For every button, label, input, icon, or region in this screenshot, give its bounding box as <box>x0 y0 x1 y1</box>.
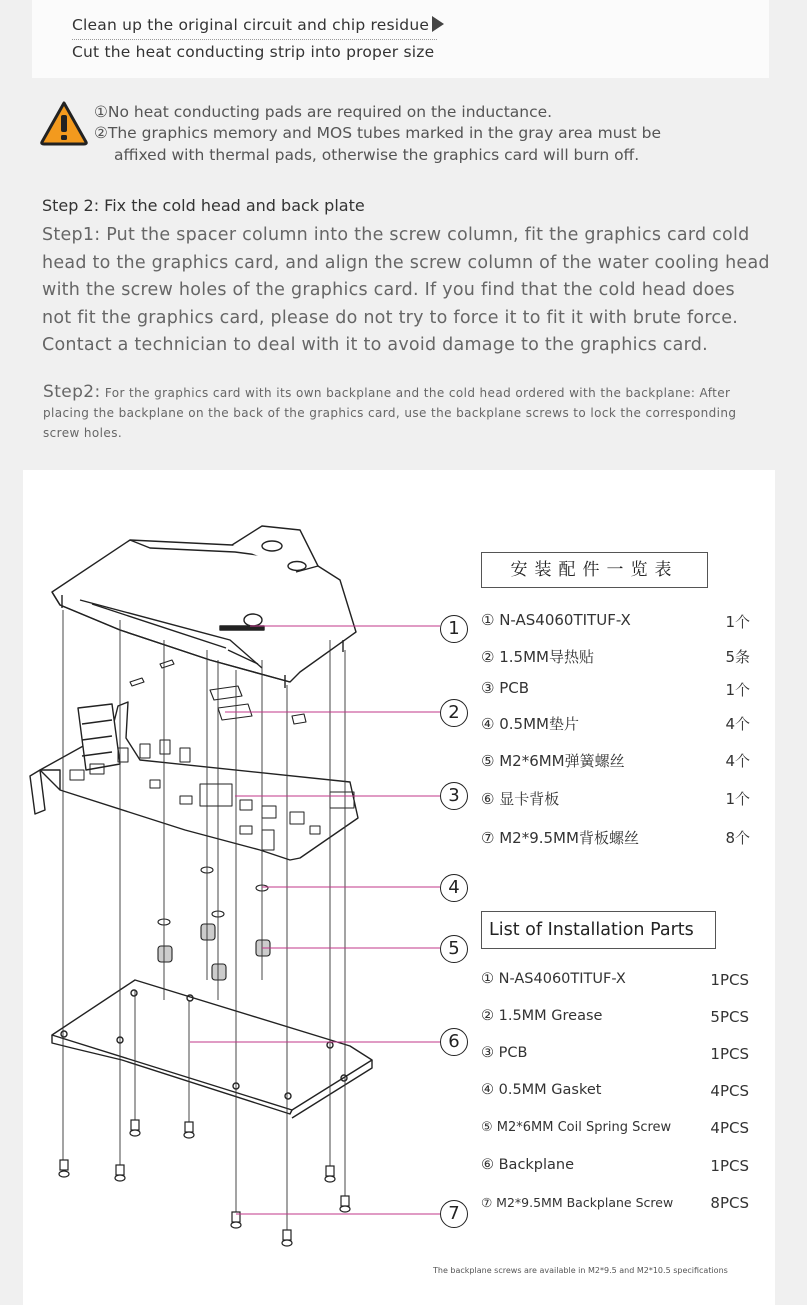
parts-en-item-1: ① N-AS4060TITUF-X <box>481 971 626 987</box>
callout-1: 1 <box>440 615 468 643</box>
callout-4: 4 <box>440 874 468 902</box>
step2-label: Step2: <box>43 382 101 402</box>
backplane-drawing <box>52 980 372 1118</box>
parts-cn-qty-7: 8个 <box>725 829 750 847</box>
instruction-line-1: Clean up the original circuit and chip residue <box>72 16 444 34</box>
warning-line-1: ①No heat conducting pads are required on the inductance. <box>94 103 553 121</box>
spring-screws-drawing <box>158 867 270 980</box>
callout-2: 2 <box>440 699 468 727</box>
parts-cn-qty-3: 1个 <box>725 681 750 699</box>
parts-cn-item-3: ③ PCB <box>481 679 530 697</box>
parts-cn-item-2: ② 1.5MM导热贴 <box>481 648 594 666</box>
cold-head-drawing <box>52 526 356 688</box>
parts-list-title-en: List of Installation Parts <box>481 911 716 949</box>
callout-3: 3 <box>440 782 468 810</box>
parts-list-title-cn: 安装配件一览表 <box>481 552 708 588</box>
callout-5: 5 <box>440 935 468 963</box>
parts-cn-item-1: ① N-AS4060TITUF-X <box>481 611 631 629</box>
parts-en-item-3: ③ PCB <box>481 1045 528 1061</box>
step2-text: For the graphics card with its own backplane and the cold head ordered with the backplane: After placing the backplane on the back of the graphics card, use the backplane screws to lock the corresponding screw holes. <box>43 386 737 440</box>
warning-line-3: affixed with thermal pads, otherwise the graphics card will burn off. <box>114 146 640 164</box>
assembly-guide-lines <box>63 610 345 1230</box>
parts-cn-qty-6: 1个 <box>725 790 750 808</box>
parts-en-qty-2: 5PCS <box>710 1008 749 1026</box>
parts-en-qty-5: 4PCS <box>710 1119 749 1137</box>
callout-6: 6 <box>440 1028 468 1056</box>
warning-triangle-icon <box>40 100 88 146</box>
callout-leader-lines <box>190 626 440 1214</box>
parts-en-qty-4: 4PCS <box>710 1082 749 1100</box>
parts-en-qty-7: 8PCS <box>710 1194 749 1212</box>
backplane-screw-footnote: The backplane screws are available in M2*9.5 and M2*10.5 specifications <box>433 1266 728 1275</box>
parts-en-qty-1: 1PCS <box>710 971 749 989</box>
parts-cn-qty-1: 1个 <box>725 613 750 631</box>
play-arrow-icon <box>432 16 444 32</box>
backplane-screws-drawing <box>59 1120 350 1246</box>
parts-en-item-5: ⑤ M2*6MM Coil Spring Screw <box>481 1120 672 1135</box>
callout-7: 7 <box>440 1200 468 1228</box>
exploded-assembly-diagram <box>0 470 807 1305</box>
pcb-drawing <box>30 702 358 860</box>
parts-en-qty-6: 1PCS <box>710 1157 749 1175</box>
parts-cn-item-4: ④ 0.5MM垫片 <box>481 715 579 733</box>
parts-en-qty-3: 1PCS <box>710 1045 749 1063</box>
parts-cn-item-5: ⑤ M2*6MM弹簧螺丝 <box>481 752 625 770</box>
parts-en-item-6: ⑥ Backplane <box>481 1157 575 1173</box>
parts-cn-qty-5: 4个 <box>725 752 750 770</box>
parts-cn-item-6: ⑥ 显卡背板 <box>481 790 560 808</box>
parts-cn-qty-4: 4个 <box>725 715 750 733</box>
step-paragraph: Step1: Put the spacer column into the screw column, fit the graphics card cold head to the graphics card, and align the screw column of the water cooling head with the screw holes of the graphics card. If you find that the cold head does not fit the graphics card, please do not try to force it to fit it with brute force. Contact a technician to deal with it to avoid damage to the graphics card. <box>42 225 770 356</box>
parts-cn-qty-2: 5条 <box>725 648 750 666</box>
dotted-divider <box>72 39 437 40</box>
parts-en-item-7: ⑦ M2*9.5MM Backplane Screw <box>481 1195 674 1210</box>
step2-note <box>43 382 743 443</box>
parts-cn-item-7: ⑦ M2*9.5MM背板螺丝 <box>481 829 639 847</box>
parts-en-item-4: ④ 0.5MM Gasket <box>481 1082 602 1098</box>
parts-en-item-2: ② 1.5MM Grease <box>481 1008 603 1024</box>
step-heading: Step 2: Fix the cold head and back plate <box>42 196 365 215</box>
instruction-line-2: Cut the heat conducting strip into proper size <box>72 43 435 61</box>
warning-line-2: ②The graphics memory and MOS tubes marked in the gray area must be <box>94 124 662 142</box>
